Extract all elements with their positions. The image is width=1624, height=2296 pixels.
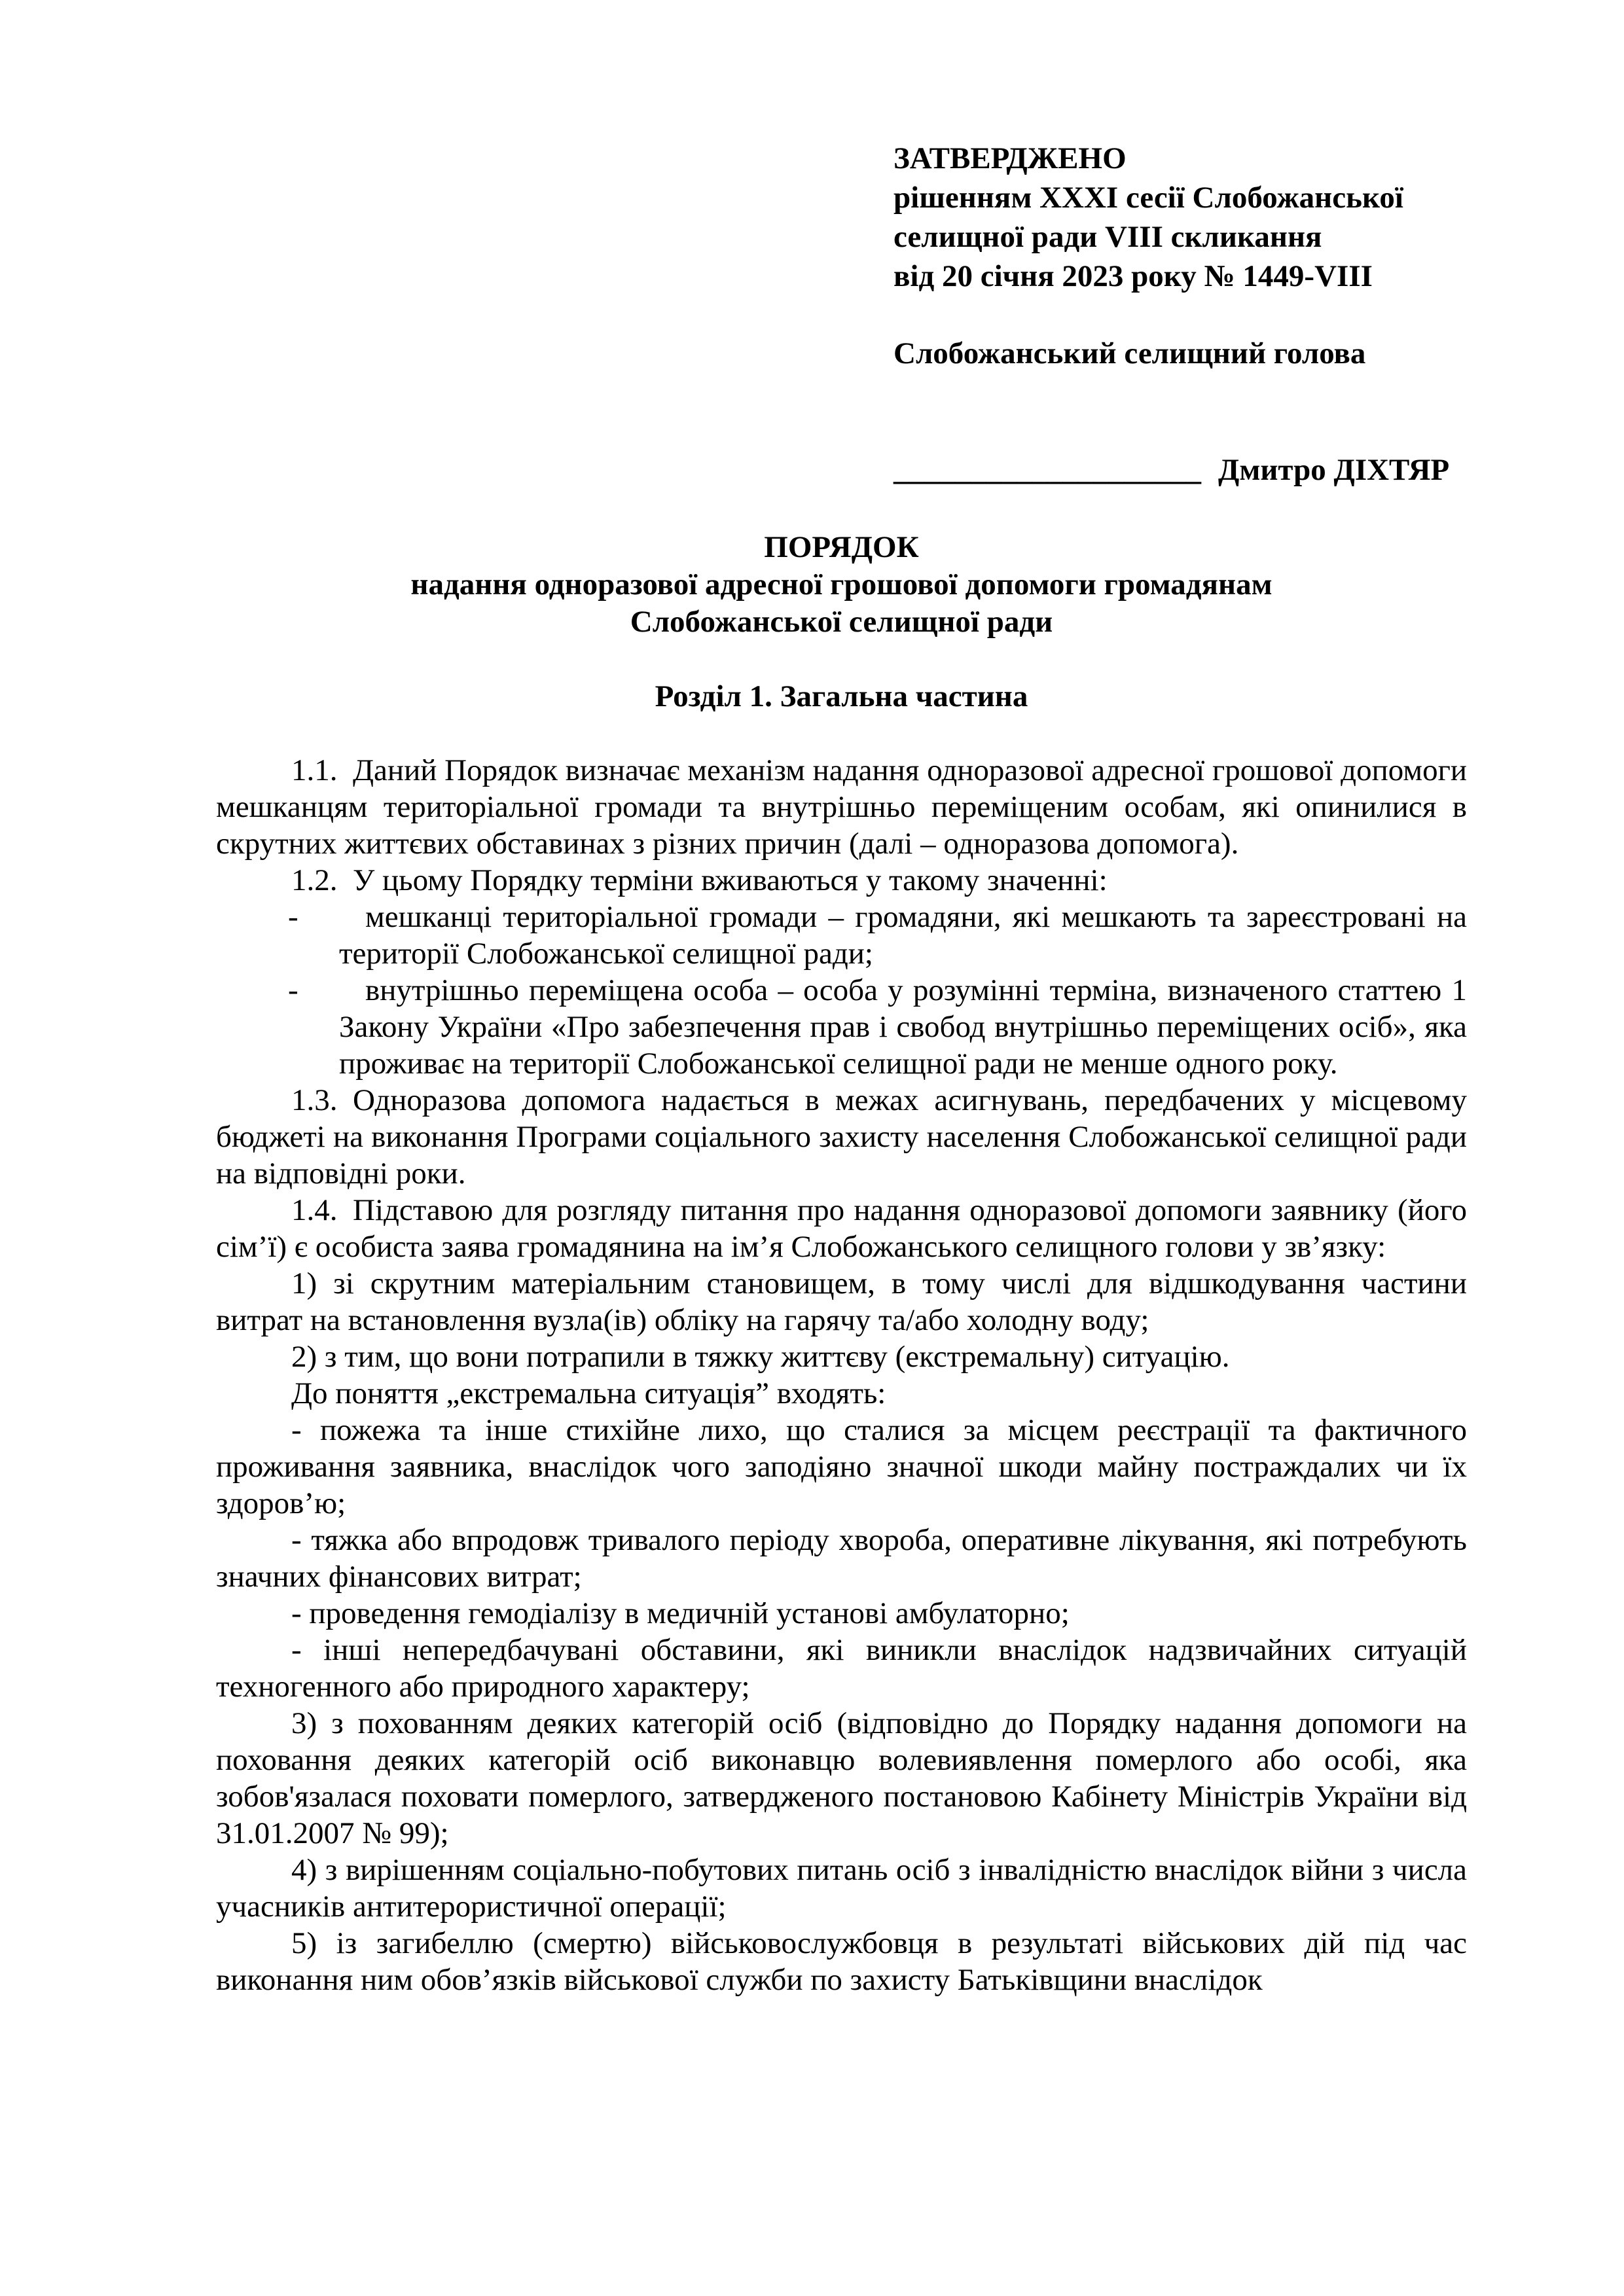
- subparagraph-2: 2) з тим, що вони потрапили в тяжку життєву (екстремальну) ситуацію.: [291, 1340, 1230, 1374]
- title-line-3: Слобожанської селищної ради: [630, 605, 1053, 639]
- extreme-bullet-fire: - пожежа та інше стихійне лихо, що сталися за місцем реєстрації та фактичного проживання заявника, внаслідок чого заподіяно значної шкоди майну постраждалих чи їх здоров’ю;: [216, 1413, 1467, 1520]
- paragraph-1-2: 1.2. У цьому Порядку терміни вживаються у такому значенні:: [291, 863, 1108, 897]
- approval-line-2: рішенням XXXI сесії Слобожанської: [893, 181, 1403, 215]
- definition-item-residents: [216, 899, 1467, 972]
- approval-block: [893, 139, 1467, 490]
- definition-text: внутрішньо переміщена особа – особа у розумінні терміна, визначеного статтею 1 Закону України «Про забезпечення прав і свобод внутрішньо переміщених осіб», яка проживає на території Слобожанської селищної ради не менше одного року.: [339, 973, 1467, 1081]
- document-body: [216, 752, 1467, 1998]
- definition-item-idp: [216, 972, 1467, 1082]
- signature-row: [893, 450, 1467, 490]
- list-dash: -: [288, 900, 298, 934]
- subparagraph-1: 1) зі скрутним матеріальним становищем, в тому числі для відшкодування частини витрат на встановлення вузла(ів) обліку на гарячу та/або холодну воду;: [216, 1266, 1467, 1337]
- document-title: [216, 529, 1467, 641]
- paragraph-1-4: 1.4. Підставою для розгляду питання про надання одноразової допомоги заявнику (його сім’ї) є особиста заява громадянина на ім’я Слобожанського селищного голови у зв’язку:: [216, 1193, 1467, 1264]
- extreme-bullet-hemodialysis: - проведення гемодіалізу в медичній установі амбулаторно;: [291, 1596, 1070, 1630]
- approval-line-1: ЗАТВЕРДЖЕНО: [893, 141, 1127, 175]
- extreme-situation-intro: До поняття „екстремальна ситуація” входять:: [291, 1376, 886, 1410]
- title-line-1: ПОРЯДОК: [764, 530, 919, 564]
- definition-text: мешканці територіальної громади – громадяни, які мешкають та зареєстровані на території Слобожанської селищної ради;: [339, 900, 1467, 971]
- signature-blank-line: ____________________: [893, 453, 1201, 487]
- list-dash: -: [288, 973, 298, 1007]
- extreme-bullet-other: - інші непередбачувані обставини, які виникли внаслідок надзвичайних ситуацій техногенного або природного характеру;: [216, 1633, 1467, 1704]
- extreme-bullet-illness: - тяжка або впродовж тривалого періоду хвороба, оперативне лікування, які потребують значних фінансових витрат;: [216, 1523, 1467, 1594]
- subparagraph-5: 5) із загибеллю (смертю) військовослужбовця в результаті військових дій під час виконання ним обов’язків військової служби по захисту Батьківщини внаслідок: [216, 1926, 1467, 1997]
- paragraph-1-1: 1.1. Даний Порядок визначає механізм надання одноразової адресної грошової допомоги мешканцям територіальної громади та внутрішньо переміщеним особам, які опинилися в скрутних життєвих обставинах з різних причин (далі – одноразова допомога).: [216, 753, 1467, 861]
- official-title: Слобожанський селищний голова: [893, 336, 1366, 370]
- approval-line-4: від 20 січня 2023 року № 1449-VIII: [893, 259, 1373, 293]
- section-heading: Розділ 1. Загальна частина: [655, 679, 1028, 713]
- signature-name: Дмитро ДІХТЯР: [1218, 453, 1450, 487]
- subparagraph-3: 3) з похованням деяких категорій осіб (відповідно до Порядку надання допомоги на поховання деяких категорій осіб виконавцю волевиявлення померлого або особі, яка зобов'язалася поховати померлого, затвердженого постановою Кабінету Міністрів України від 31.01.2007 № 99);: [216, 1706, 1467, 1850]
- paragraph-1-3: 1.3. Одноразова допомога надається в межах асигнувань, передбачених у місцевому бюджеті на виконання Програми соціального захисту населення Слобожанської селищної ради на відповідні роки.: [216, 1083, 1467, 1191]
- subparagraph-4: 4) з вирішенням соціально-побутових питань осіб з інвалідністю внаслідок війни з числа учасників антитерористичної операції;: [216, 1853, 1467, 1924]
- approval-line-3: селищної ради VIII скликання: [893, 220, 1322, 254]
- title-line-2: надання одноразової адресної грошової допомоги громадянам: [410, 567, 1272, 601]
